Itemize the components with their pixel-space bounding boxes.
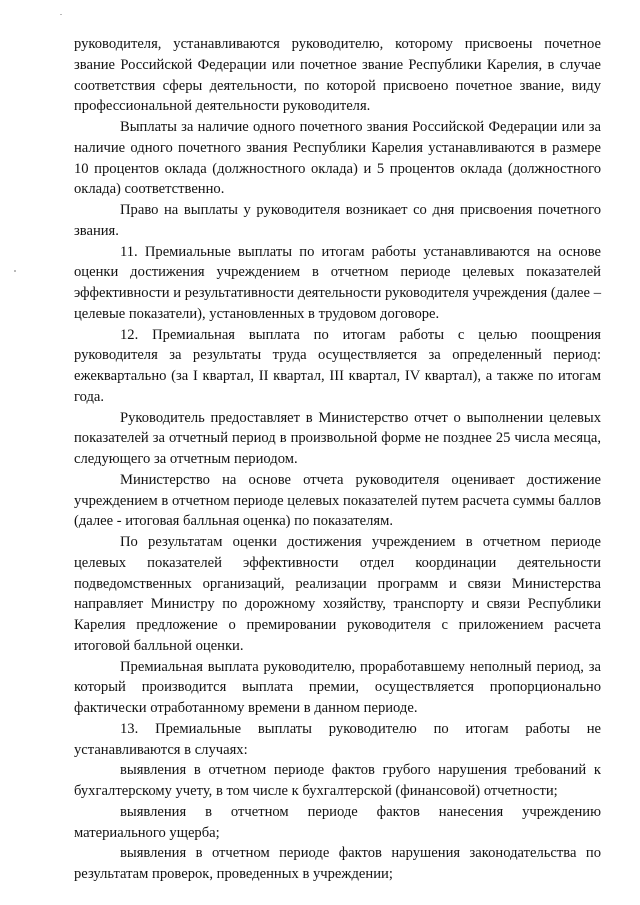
list-item: выявления в отчетном периоде фактов нанесения учреждению материального ущерба; <box>74 803 601 841</box>
paragraph: Премиальная выплата руководителю, проработавшему неполный период, за который производится выплата премии, осуществляется пропорционально фактически отработанному времени в данном периоде. <box>74 658 601 716</box>
list-item: выявления в отчетном периоде фактов нарушения законодательства по результатам проверок, проведенных в учреждении; <box>74 845 601 882</box>
paragraph: Министерство на основе отчета руководителя оценивает достижение учреждением в отчетном периоде целевых показателей путем расчета суммы баллов (далее - итоговая балльная оценка) по показателям. <box>74 471 601 530</box>
paragraph: Руководитель предоставляет в Министерство отчет о выполнении целевых показателей за отчетный период в произвольной форме не позднее 25 числа месяца, следующего за отчетным периодом. <box>74 409 601 467</box>
paragraph: 13. Премиальные выплаты руководителю по итогам работы не устанавливаются в случаях: <box>74 720 601 758</box>
paragraph: 12. Премиальная выплата по итогам работы с целью поощрения руководителя за результаты труда осуществляется за определенный период: ежеквартально (за I квартал, II квартал, III квартал, IV квартал), а также по итогам года. <box>74 326 601 405</box>
paragraph: Право на выплаты у руководителя возникает со дня присвоения почетного звания. <box>74 202 601 239</box>
scan-speck <box>60 14 62 15</box>
paragraph: 11. Премиальные выплаты по итогам работы устанавливаются на основе оценки достижения учреждением в отчетном периоде целевых показателей эффективности и результативности деятельности руководителя учреждения (далее – целевые показатели), установленных в трудовом договоре. <box>74 243 601 322</box>
scan-speck <box>14 270 16 272</box>
paragraph: Выплаты за наличие одного почетного звания Российской Федерации или за наличие одного почетного звания Республики Карелия устанавливаются в размере 10 процентов оклада (должностного оклада) и 5 процентов оклада (должностного оклада) соответственно. <box>74 119 601 198</box>
document-body <box>74 34 601 885</box>
paragraph: руководителя, устанавливаются руководителю, которому присвоены почетное звание Российской Федерации или почетное звание Республики Карелия, в случае соответствия сферы деятельности, по которой присвоено почетное звание, виду профессиональной деятельности руководителя. <box>74 36 601 115</box>
list-item: выявления в отчетном периоде фактов грубого нарушения требований к бухгалтерскому учету, в том числе к бухгалтерской (финансовой) отчетности; <box>74 762 601 799</box>
paragraph: По результатам оценки достижения учреждением в отчетном периоде целевых показателей эффективности отдел координации деятельности подведомственных организаций, реализации программ и связи Министерства направляет Министру по дорожному хозяйству, транспорту и связи Республики Карелия предложение о премировании руководителя с приложением расчета итоговой балльной оценки. <box>74 534 601 654</box>
